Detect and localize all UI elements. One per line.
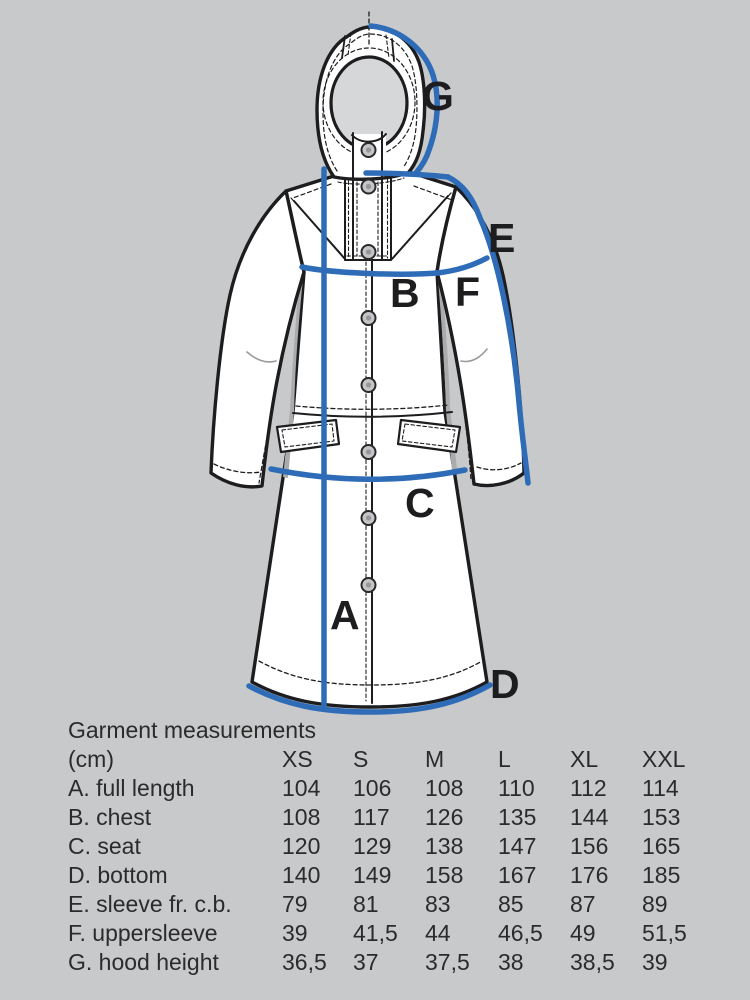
table-value: 46,5 — [498, 920, 543, 946]
row-label: D. bottom — [68, 862, 168, 888]
table-value: 41,5 — [353, 920, 398, 946]
table-value: 39 — [282, 920, 308, 946]
table-value: 81 — [353, 891, 379, 917]
measure-label-f: F — [455, 269, 481, 315]
size-column-header: XXL — [642, 746, 686, 772]
table-value: 39 — [642, 949, 668, 975]
table-value: 51,5 — [642, 920, 687, 946]
table-value: 144 — [570, 804, 609, 830]
size-column-header: M — [425, 746, 445, 772]
table-value: 117 — [353, 804, 390, 830]
table-value: 87 — [570, 891, 596, 917]
row-label: G. hood height — [68, 949, 219, 975]
row-label: F. uppersleeve — [68, 920, 218, 946]
table-value: 106 — [353, 775, 392, 801]
row-label: B. chest — [68, 804, 152, 830]
table-value: 49 — [570, 920, 596, 946]
table-value: 114 — [642, 775, 679, 801]
table-value: 89 — [642, 891, 668, 917]
measure-label-e: E — [488, 215, 516, 261]
measure-label-a: A — [330, 592, 360, 638]
table-value: 108 — [282, 804, 321, 830]
table-value: 85 — [498, 891, 524, 917]
table-value: 167 — [498, 862, 537, 888]
table-value: 149 — [353, 862, 392, 888]
table-value: 79 — [282, 891, 308, 917]
table-value: 129 — [353, 833, 392, 859]
table-value: 126 — [425, 804, 464, 830]
table-value: 156 — [570, 833, 609, 859]
table-value: 37 — [353, 949, 379, 975]
table-value: 147 — [498, 833, 537, 859]
table-value: 153 — [642, 804, 681, 830]
measure-label-d: D — [490, 661, 520, 707]
size-column-header: XL — [570, 746, 599, 772]
table-value: 165 — [642, 833, 681, 859]
table-value: 38 — [498, 949, 524, 975]
size-column-header: XS — [282, 746, 313, 772]
table-value: 185 — [642, 862, 681, 888]
table-grid — [68, 745, 708, 977]
table-value: 104 — [282, 775, 321, 801]
table-value: 140 — [282, 862, 321, 888]
table-value: 38,5 — [570, 949, 615, 975]
table-value: 83 — [425, 891, 451, 917]
measure-label-b: B — [390, 270, 420, 316]
table-value: 176 — [570, 862, 609, 888]
measure-label-g: G — [422, 73, 454, 119]
table-value: 108 — [425, 775, 464, 801]
table-value: 112 — [570, 775, 607, 801]
table-value: 110 — [498, 775, 535, 801]
table-value: 138 — [425, 833, 464, 859]
unit-label: (cm) — [68, 746, 114, 772]
measurement-table — [68, 716, 708, 977]
table-title: Garment measurements — [68, 717, 316, 743]
table-value: 158 — [425, 862, 464, 888]
table-value: 135 — [498, 804, 537, 830]
table-value: 36,5 — [282, 949, 327, 975]
table-value: 37,5 — [425, 949, 470, 975]
row-label: C. seat — [68, 833, 141, 859]
measure-label-c: C — [405, 480, 435, 526]
table-value: 44 — [425, 920, 451, 946]
size-column-header: L — [498, 746, 511, 772]
row-label: E. sleeve fr. c.b. — [68, 891, 232, 917]
row-label: A. full length — [68, 775, 195, 801]
table-value: 120 — [282, 833, 321, 859]
size-column-header: S — [353, 746, 369, 772]
